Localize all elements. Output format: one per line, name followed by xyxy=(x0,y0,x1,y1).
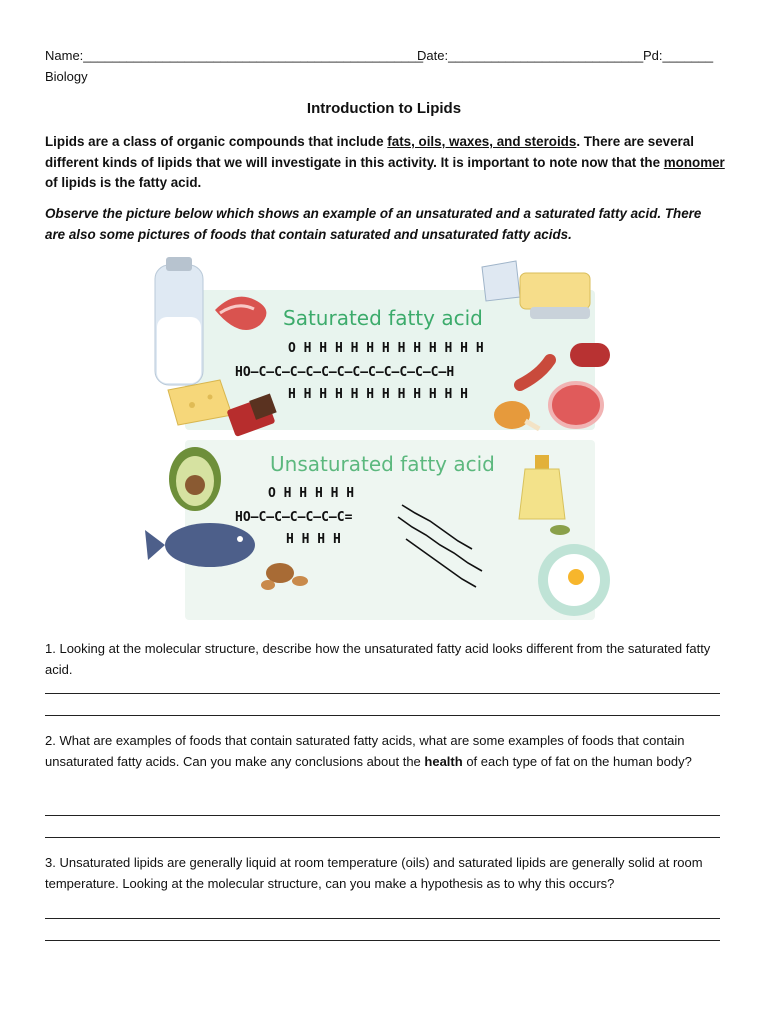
intro-text-1: Lipids are a class of organic compounds that include xyxy=(45,134,388,149)
answer-line-2b[interactable] xyxy=(45,837,720,838)
page-title: Introduction to Lipids xyxy=(306,100,462,117)
question-2-number: 2. xyxy=(45,733,56,748)
avocado-icon xyxy=(169,447,221,511)
answer-line-3b[interactable] xyxy=(45,940,720,941)
date-field[interactable]: Date:___________________________ xyxy=(417,48,644,63)
answer-line-2a[interactable] xyxy=(45,815,720,816)
name-field[interactable]: Name:_______________________________________________ xyxy=(45,48,424,63)
unsaturated-label: Unsaturated fatty acid xyxy=(270,452,495,476)
question-1-number: 1. xyxy=(45,641,56,656)
header-line xyxy=(45,48,723,63)
intro-underlined-1: fats, oils, waxes, and steroids xyxy=(387,134,577,149)
subject: Biology xyxy=(45,69,88,84)
question-2 xyxy=(45,730,725,772)
fatty-acid-figure xyxy=(140,255,620,625)
saturated-label: Saturated fatty acid xyxy=(283,306,483,330)
question-1 xyxy=(45,638,725,680)
period-field[interactable]: Pd:_______ xyxy=(643,48,714,63)
intro-text-2: . There are several different kinds of lipids that we will investigate in this activity. It is important to note now that the xyxy=(45,134,694,170)
intro-underlined-2: monomer xyxy=(663,154,725,170)
intro-text-3: of lipids is the fatty acid. xyxy=(45,175,202,190)
answer-line-3a[interactable] xyxy=(45,918,720,919)
answer-line-1a[interactable] xyxy=(45,693,720,694)
question-3 xyxy=(45,852,725,894)
salami-icon xyxy=(570,343,610,367)
question-2-text-b: of each type of fat on the human body? xyxy=(462,754,692,769)
unsat-chain: HO–C–C–C–C–C–C= xyxy=(235,510,353,525)
question-3-number: 3. xyxy=(45,855,56,870)
sat-chain: HO–C–C–C–C–C–C–C–C–C–C–C–C–H xyxy=(235,365,455,380)
question-1-text: Looking at the molecular structure, describe how the unsaturated fatty acid looks different from the saturated fatty acid. xyxy=(45,641,711,677)
answer-line-1b[interactable] xyxy=(45,715,720,716)
fish-icon xyxy=(145,523,255,567)
unsat-bottom-row: H H H H xyxy=(286,532,341,547)
question-3-text: Unsaturated lipids are generally liquid at room temperature (oils) and saturated lipids are generally solid at room temperature. Looking at the molecular structure, can you make a hypothesis as to why this occurs? xyxy=(45,855,703,891)
question-2-bold: health xyxy=(424,754,463,769)
fried-egg-icon xyxy=(538,544,610,616)
intro-paragraph xyxy=(45,132,725,194)
observe-paragraph: Observe the picture below which shows an example of an unsaturated and a saturated fatty acid. There are also some pictures of foods that contain saturated and unsaturated fatty acids. xyxy=(45,206,702,242)
steak-icon xyxy=(550,383,602,427)
fatty-acid-illustration xyxy=(140,255,620,625)
sat-bottom-row: H H H H H H H H H H H H xyxy=(288,387,469,402)
question-2-text-a: What are examples of foods that contain saturated fatty acids, what are some examples of foods that contain unsaturated fatty acids. Can you make any conclusions about the xyxy=(45,733,685,769)
milk-bottle-icon xyxy=(155,257,203,385)
sat-top-row: O H H H H H H H H H H H H xyxy=(288,341,484,356)
unsat-top-row: O H H H H H xyxy=(268,486,355,501)
